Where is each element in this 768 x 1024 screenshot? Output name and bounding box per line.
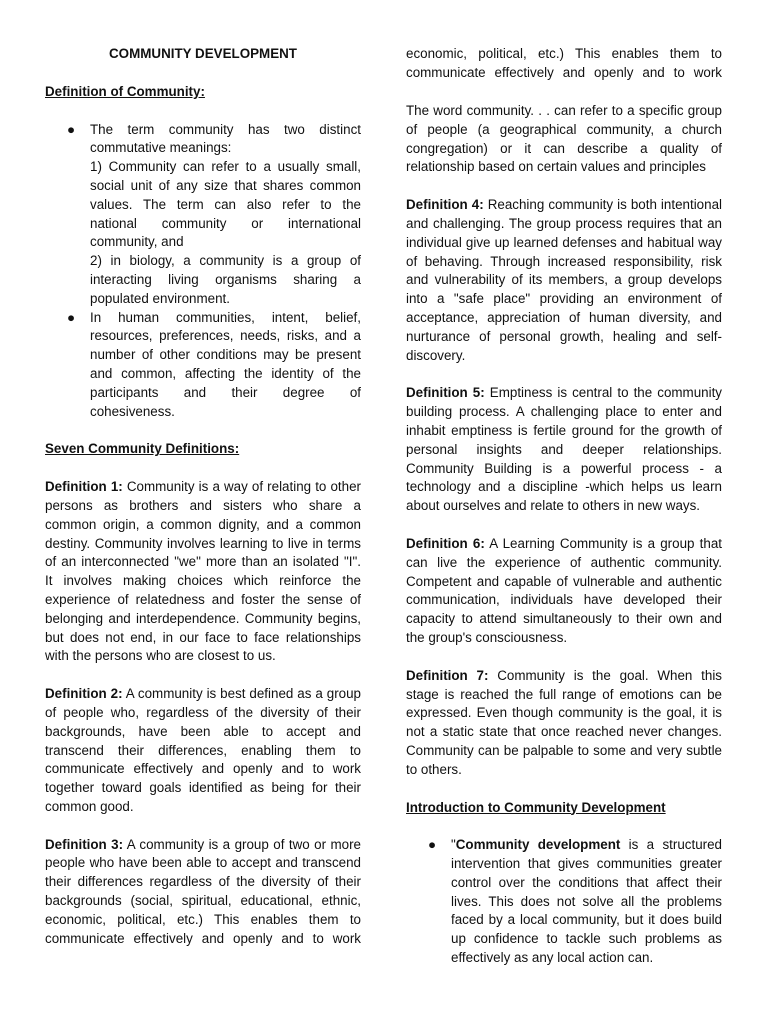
list-item <box>406 836 722 968</box>
definition-1 <box>45 478 361 666</box>
intro-bold-term: Community development <box>455 837 621 853</box>
left-column <box>45 45 361 949</box>
bullet-intro: The term community has two distinct commutative meanings: <box>90 121 361 156</box>
heading-seven-definitions: Seven Community Definitions: <box>45 441 240 457</box>
definition-3-text-continued: economic, political, etc.) This enables them to communicate effectively and openly and to work <box>406 46 722 80</box>
definition-6-text: A Learning Community is a group that can live the experience of authentic community. Competent and capable of vulnerable and authentic communication, individuals have developed their capacity to attend simultaneously to their own and the group's consciousness. <box>406 535 722 645</box>
word-community-paragraph: The word community. . . can refer to a specific group of people (a geographical community, a church congregation) or it can describe a quality of relationship based on certain values and principles <box>406 103 722 175</box>
definition-3-continued <box>406 45 722 83</box>
intro-bullet-text: is a structured intervention that gives communities greater control over the conditions that affect their lives. This does not solve all the problems faced by a local community, but it does build up confidence to tackle such problems as effectively as any local action can. <box>451 837 722 966</box>
document-title: COMMUNITY DEVELOPMENT <box>109 46 297 61</box>
intro-open-quote: " <box>451 837 456 853</box>
bullet-icon: ● <box>67 309 76 325</box>
definition-2-text: A community is best defined as a group of people who, regardless of the diversity of their backgrounds, have been able to accept and transcend their differences, enabling them to communicate effectively and openly and to work together toward goals identified as being for their common good. <box>45 686 361 814</box>
definition-7-label: Definition 7: <box>406 667 489 683</box>
definition-5-text: Emptiness is central to the community building process. A challenging place to enter and inhabit emptiness is fertile ground for the growth of personal insights and deeper relationships. Community Building is a powerful process - a technology and a discipline -which helps us learn about ourselves and relate to others in new ways. <box>406 385 722 514</box>
definition-bullet-list <box>45 121 361 422</box>
definition-2 <box>45 685 361 817</box>
definition-7 <box>406 667 722 780</box>
bullet-icon: ● <box>67 121 76 137</box>
definition-3-continued-window <box>406 45 722 83</box>
bullet-text: In human communities, intent, belief, resources, preferences, needs, risks, and a number of other conditions may be present and common, affecting the identity of the participants and their degree of cohesiveness. <box>90 309 361 419</box>
definition-2-label: Definition 2: <box>45 686 123 702</box>
definition-1-text: Community is a way of relating to other persons as brothers and sisters who share a common origin, a common dignity, and a common destiny. Community involves learning to live in terms of an interconnected "we" more than an isolated "I". It involves making choices which reinforce the experience of relatedness and foster the sense of belonging and interdependence. Community begins, but does not end, in our face to face relationships with the persons who are closest to us. <box>45 479 361 664</box>
definition-6 <box>406 535 722 648</box>
definition-3-label: Definition 3: <box>45 836 124 852</box>
definition-3 <box>45 836 361 949</box>
definition-1-label: Definition 1: <box>45 479 123 495</box>
definition-6-label: Definition 6: <box>406 535 485 551</box>
definition-4-text: Reaching community is both intentional and challenging. The group process requires that an individual give up learned defenses and habitual way of behaving. Through increased responsibility, risk and vulnerability of its members, a group develops into a "safe place" providing an environment of acceptance, appreciation of human diversity, and nurturance of personal growth, healing and self-discovery. <box>406 197 722 363</box>
definition-7-text: Community is the goal. When this stage is reached the full range of emotions can be expressed. Even though community is the goal, it is not a static state that once reached never changes. Community can be palpable to some and very subtle to others. <box>406 667 722 777</box>
definition-5 <box>406 384 722 516</box>
bullet-icon: ● <box>428 837 437 853</box>
heading-definition-of-community: Definition of Community: <box>45 83 205 99</box>
definition-3-text: A community is a group of two or more people who have been able to accept and transcend their differences regardless of the diversity of their backgrounds (social, spiritual, educational, ethnic, economic, political, etc.) This enables them to communicate effectively and openly and to work <box>45 836 361 946</box>
bullet-point-1: 1) Community can refer to a usually small, social unit of any size that shares common values. The term can also refer to the national community or international community, and <box>90 159 361 250</box>
introduction-bullet-list <box>406 836 722 968</box>
heading-introduction: Introduction to Community Development <box>406 799 666 815</box>
list-item <box>45 121 361 309</box>
definition-5-label: Definition 5: <box>406 385 485 401</box>
list-item <box>45 309 361 422</box>
right-column <box>406 45 722 968</box>
bullet-point-2: 2) in biology, a community is a group of interacting living organisms sharing a populated environment. <box>90 253 361 306</box>
definition-4 <box>406 196 722 365</box>
definition-4-label: Definition 4: <box>406 197 484 213</box>
